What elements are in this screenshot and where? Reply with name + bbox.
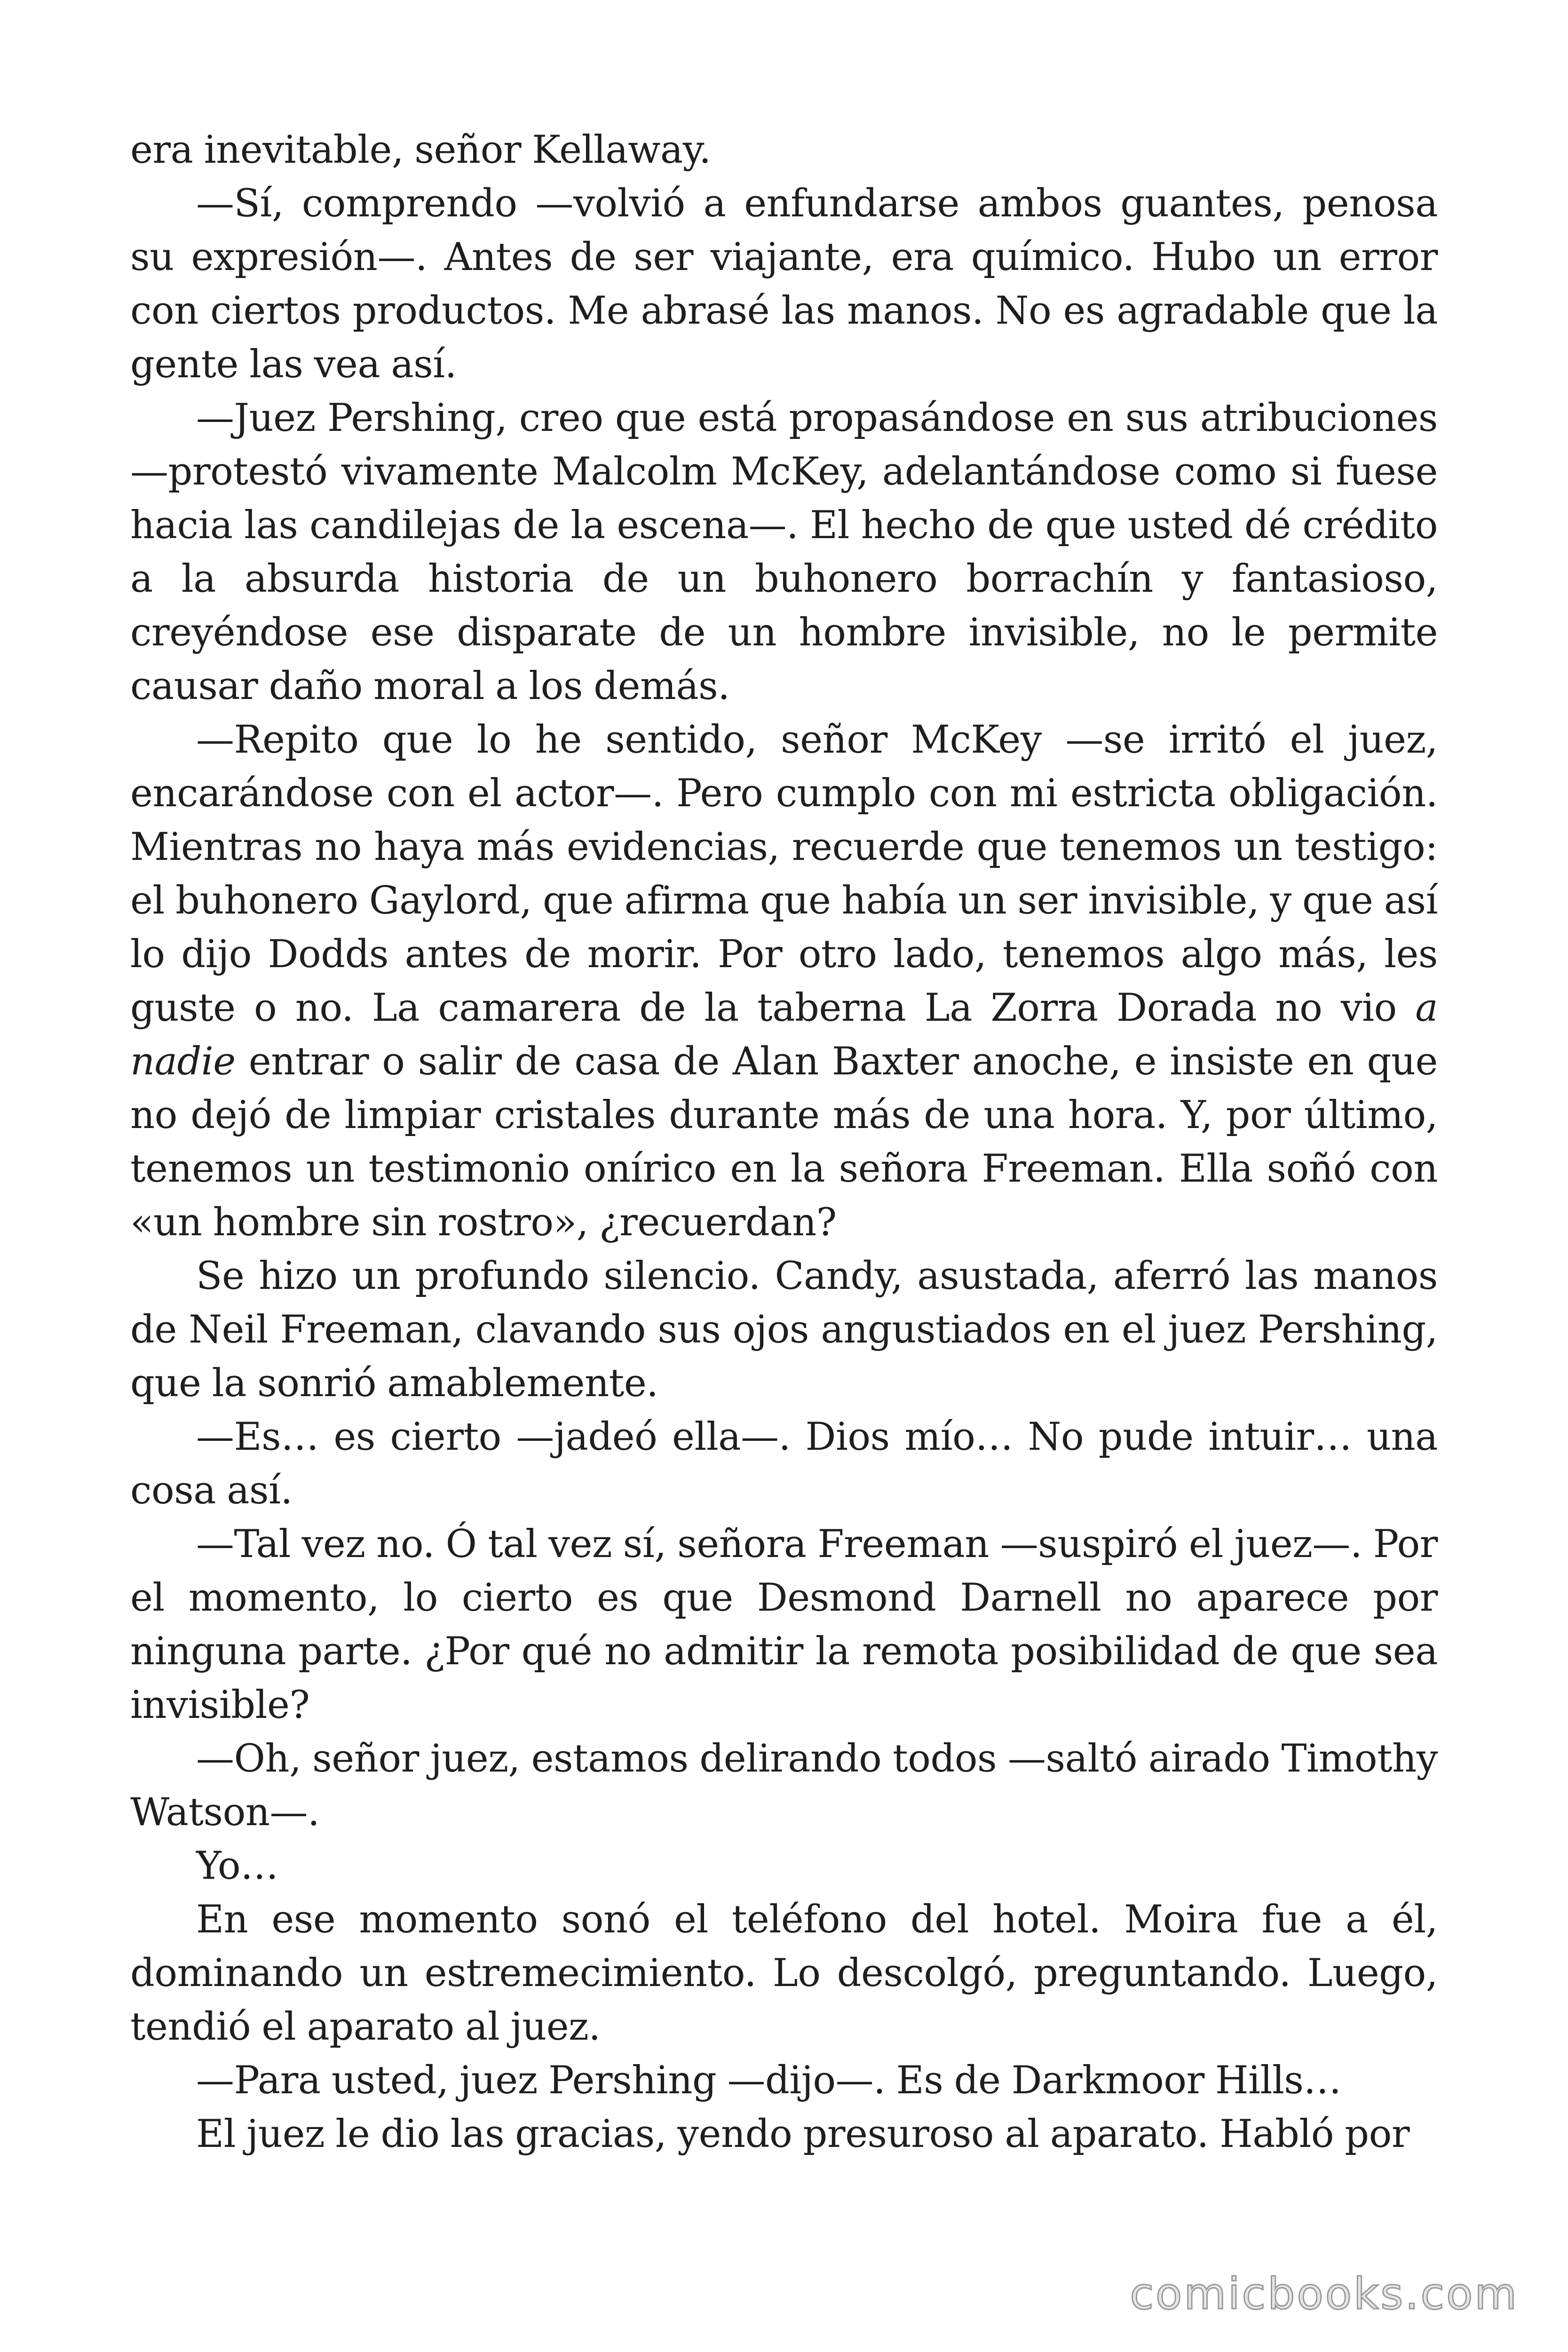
text-segment: —Oh, señor juez, estamos delirando todos —saltó airado Timothy Watson—. bbox=[130, 1737, 1438, 1835]
paragraph bbox=[130, 1518, 1438, 1732]
text-segment: Se hizo un profundo silencio. Candy, asustada, aferró las manos de Neil Freeman, clavando sus ojos angustiados en el juez Pershing, que la sonrió amablemente. bbox=[130, 1254, 1438, 1406]
paragraph bbox=[130, 1839, 1438, 1893]
text-segment: entrar o salir de casa de Alan Baxter anoche, e insiste en que no dejó de limpiar cristales durante más de una hora. Y, por último, tenemos un testimonio onírico en la señora Freeman. Ella soñó con «un hombre sin rostro», ¿recuerdan? bbox=[130, 1040, 1438, 1245]
italic-text-segment: a nadie bbox=[130, 986, 1438, 1084]
text-segment: —Es… es cierto —jadeó ella—. Dios mío… No pude intuir… una cosa así. bbox=[130, 1415, 1438, 1513]
text-segment: El juez le dio las gracias, yendo presuroso al aparato. Habló por bbox=[196, 2112, 1410, 2156]
page-body bbox=[130, 123, 1438, 2161]
paragraph bbox=[130, 2107, 1438, 2161]
paragraph bbox=[130, 2054, 1438, 2107]
text-segment: —Tal vez no. Ó tal vez sí, señora Freeman —suspiró el juez—. Por el momento, lo cierto es que Desmond Darnell no aparece por ninguna parte. ¿Por qué no admitir la remota posibilidad de que sea invisible? bbox=[130, 1522, 1438, 1727]
paragraph bbox=[130, 713, 1438, 1249]
watermark: comicbooks.com bbox=[1130, 2269, 1519, 2319]
text-segment: era inevitable, señor Kellaway. bbox=[130, 128, 711, 172]
text-segment: —Juez Pershing, creo que está propasándose en sus atribuciones —protestó vivamente Malcolm McKey, adelantándose como si fuese hacia las candilejas de la escena—. El hecho de que usted dé crédito a la absurda historia de un buhonero borrachín y fantasioso, creyéndose ese disparate de un hombre invisible, no le permite causar daño moral a los demás. bbox=[130, 396, 1438, 708]
paragraph bbox=[130, 1249, 1438, 1410]
paragraph bbox=[130, 123, 1438, 177]
text-segment: Yo… bbox=[196, 1844, 278, 1888]
paragraph bbox=[130, 1410, 1438, 1518]
text-segment: En ese momento sonó el teléfono del hotel. Moira fue a él, dominando un estremecimiento. Lo descolgó, preguntando. Luego, tendió el aparato al juez. bbox=[130, 1898, 1438, 2049]
paragraph bbox=[130, 1893, 1438, 2054]
paragraph bbox=[130, 1732, 1438, 1839]
text-segment: —Para usted, juez Pershing —dijo—. Es de Darkmoor Hills… bbox=[196, 2058, 1341, 2103]
paragraph bbox=[130, 177, 1438, 391]
paragraph bbox=[130, 391, 1438, 713]
text-segment: —Repito que lo he sentido, señor McKey —se irritó el juez, encarándose con el actor—. Pero cumplo con mi estricta obligación. Mientras no haya más evidencias, recuerde que tenemos un testigo: el buhonero Gaylord, que afirma que había un ser invisible, y que así lo dijo Dodds antes de morir. Por otro lado, tenemos algo más, les guste o no. La camarera de la taberna La Zorra Dorada no vio bbox=[130, 718, 1438, 1030]
text-segment: —Sí, comprendo —volvió a enfundarse ambos guantes, penosa su expresión—. Antes de ser viajante, era químico. Hubo un error con ciertos productos. Me abrasé las manos. No es agradable que la gente las vea así. bbox=[130, 182, 1438, 387]
